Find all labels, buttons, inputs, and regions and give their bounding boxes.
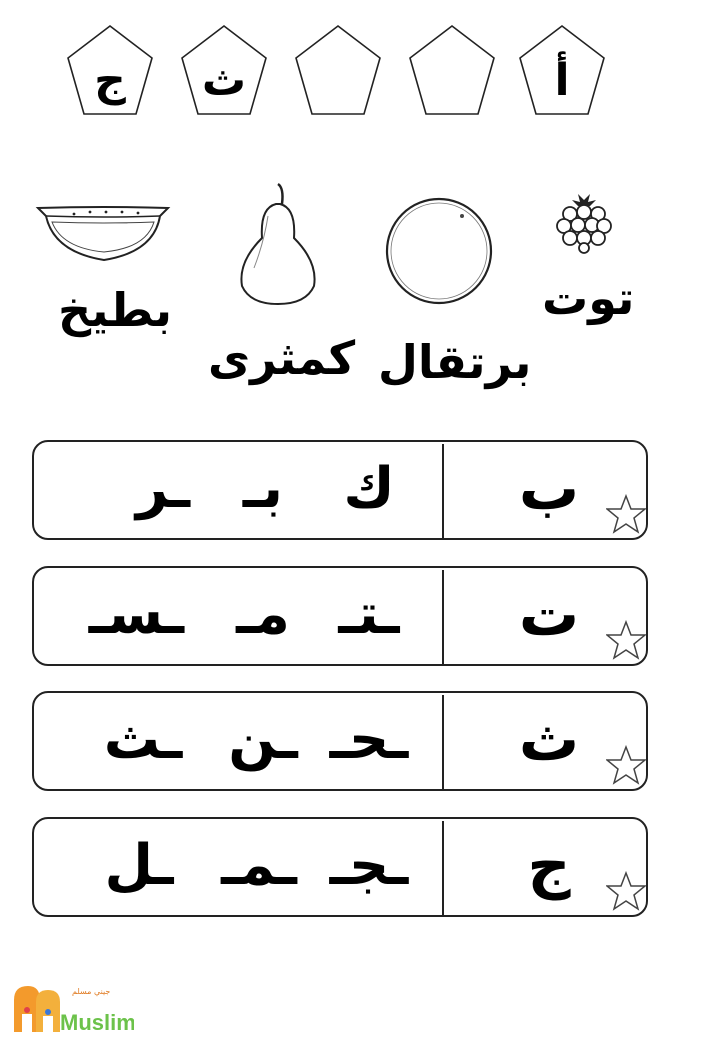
main-letter: ت	[518, 580, 580, 650]
pentagon-4[interactable]	[406, 22, 498, 120]
watermelon-slice-icon	[34, 200, 174, 270]
mini-muslim-logo	[10, 980, 134, 1036]
letter-row-1	[32, 440, 648, 540]
pentagon-1[interactable]	[64, 22, 156, 120]
logo-subtitle: جيني مسلم	[72, 987, 111, 996]
pentagon-shape-icon	[292, 22, 384, 120]
row-divider	[442, 695, 444, 789]
pentagon-letter: ج	[94, 55, 126, 106]
star-icon[interactable]	[606, 494, 646, 534]
main-letter: ب	[518, 454, 580, 524]
letter-form: ـن	[228, 707, 298, 772]
letter-form: ـسـ	[88, 582, 184, 647]
pentagon-5[interactable]	[516, 22, 608, 120]
star-icon[interactable]	[606, 620, 646, 660]
pentagon-letter: أ	[554, 55, 570, 106]
fruit-word-orange: برتقال	[378, 335, 532, 389]
letter-form: ـث	[103, 707, 183, 772]
letter-form: ـحـ	[329, 707, 409, 772]
pentagon-letter: ث	[201, 55, 247, 106]
row-divider	[442, 570, 444, 664]
orange-icon	[382, 194, 496, 308]
letter-form: ـل	[104, 833, 174, 898]
letter-form: مـ	[236, 582, 290, 647]
letter-form: ـمـ	[221, 833, 297, 898]
row-divider	[442, 444, 444, 538]
fruit-word-raspberry: توت	[542, 271, 635, 325]
row-divider	[442, 821, 444, 915]
letter-row-4	[32, 817, 648, 917]
main-letter: ث	[518, 705, 580, 775]
fruit-word-pear: كمثرى	[208, 331, 356, 385]
main-letter: ج	[527, 831, 571, 901]
pentagon-2[interactable]	[178, 22, 270, 120]
pentagon-shape-icon	[406, 22, 498, 120]
letter-form: ك	[343, 456, 395, 521]
pear-icon	[232, 182, 324, 308]
fruit-word-watermelon: بطيخ	[58, 283, 173, 337]
logo-graphic-icon	[10, 980, 134, 1036]
pentagon-3[interactable]	[292, 22, 384, 120]
raspberry-icon	[552, 188, 616, 254]
letter-form: بـ	[242, 456, 284, 521]
star-icon[interactable]	[606, 745, 646, 785]
letter-form: ـتـ	[338, 582, 400, 647]
letter-form: ـجـ	[329, 833, 409, 898]
logo-word: Muslim	[60, 1010, 134, 1035]
letter-row-2	[32, 566, 648, 666]
star-icon[interactable]	[606, 871, 646, 911]
letter-form: ـر	[136, 456, 190, 521]
letter-row-3	[32, 691, 648, 791]
